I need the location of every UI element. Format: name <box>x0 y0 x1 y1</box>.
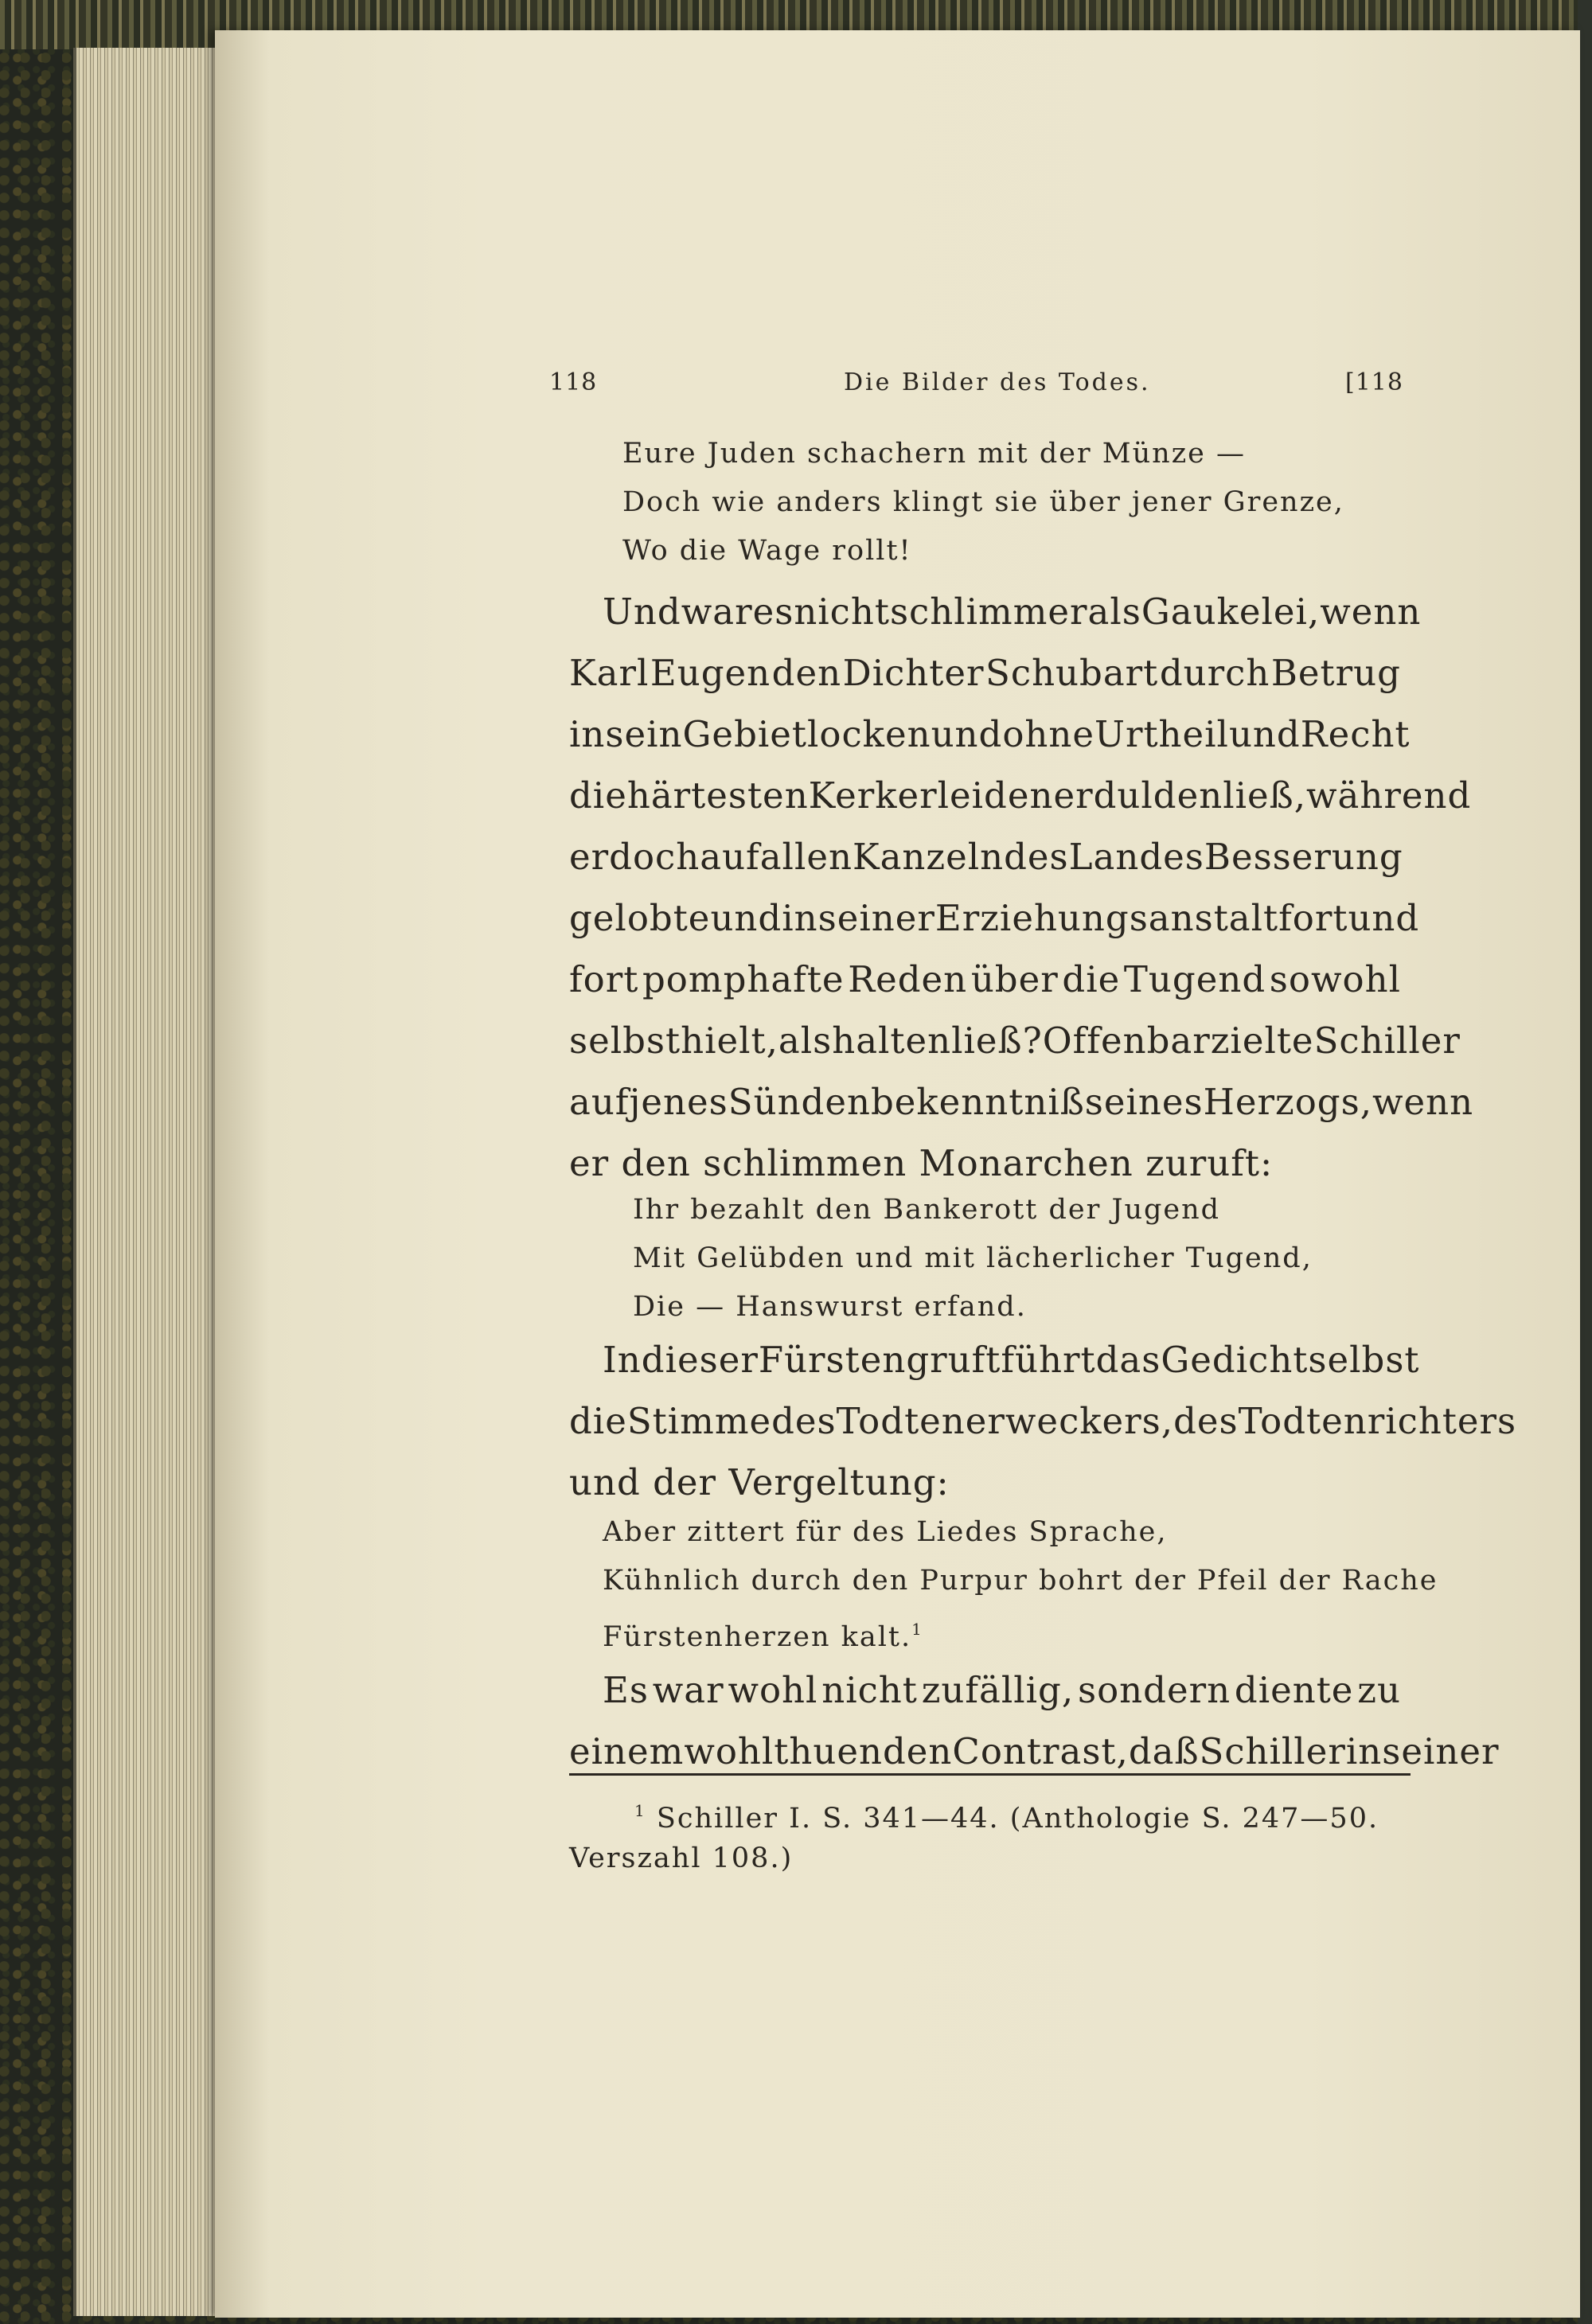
word: war <box>652 1669 724 1711</box>
verse-line: Eure Juden schachern mit der Münze — <box>622 438 1246 470</box>
footnote-line: Verszahl 108.) <box>569 1842 794 1874</box>
verse-block-1 <box>622 430 1344 575</box>
footnote-mark: 1 <box>634 1801 646 1820</box>
word: Urtheil <box>1094 713 1229 755</box>
word: des <box>1173 1400 1239 1442</box>
word: und <box>1348 897 1420 939</box>
paragraph-2 <box>569 1329 1517 1513</box>
word: ließ, <box>1223 774 1306 817</box>
word: das <box>1095 1339 1161 1381</box>
word: wenn <box>1320 591 1422 633</box>
verse-line <box>603 1605 1438 1654</box>
word: selbst <box>569 1020 681 1062</box>
word: seines <box>1084 1081 1204 1123</box>
word: nicht <box>794 591 890 633</box>
footnote <box>569 1787 1413 1882</box>
word: in <box>569 713 606 755</box>
word: während <box>1306 774 1472 817</box>
word: halten <box>832 1020 952 1062</box>
verse-line-text: Fürstenherzen kalt. <box>603 1621 912 1653</box>
word: Recht <box>1300 713 1411 755</box>
word: schlimmer <box>889 591 1088 633</box>
word: Todtenrichters <box>1238 1400 1517 1442</box>
word: Kerkerleiden <box>808 774 1054 817</box>
word: als <box>1087 591 1141 633</box>
word: Contrast, <box>952 1730 1129 1772</box>
footnote-rule <box>569 1773 1411 1776</box>
word: Und <box>603 591 681 633</box>
word: zufällig, <box>921 1669 1075 1711</box>
word: in <box>782 897 818 939</box>
word: war <box>681 591 753 633</box>
word: dieser <box>641 1339 759 1381</box>
word: des <box>1004 836 1069 878</box>
footnote-line <box>569 1787 1413 1835</box>
word: Schiller <box>1199 1730 1346 1772</box>
word: erdulden <box>1053 774 1223 817</box>
text-line <box>569 1071 1474 1133</box>
word: Eugen <box>650 652 771 694</box>
text-line <box>569 826 1401 887</box>
word: Reden <box>848 958 968 1000</box>
text-line <box>569 887 1420 949</box>
word: und <box>710 897 782 939</box>
text-line <box>569 1390 1517 1452</box>
word: den <box>771 652 842 694</box>
footnote-reference: 1 <box>911 1620 923 1639</box>
word: Erziehungsanstalt <box>935 897 1279 939</box>
word: jenes <box>629 1081 728 1123</box>
word: fort <box>1278 897 1348 939</box>
word: sondern <box>1077 1669 1231 1711</box>
word: hielt, <box>681 1020 778 1062</box>
word: locken <box>806 713 931 755</box>
page-edges <box>73 48 236 2316</box>
word: doch <box>609 836 700 878</box>
text-line <box>569 949 1401 1010</box>
word: es <box>752 591 794 633</box>
verse-block-3 <box>603 1508 1438 1654</box>
text-line <box>569 581 1422 642</box>
verse-line: Die — Hanswurst erfand. <box>633 1291 1027 1323</box>
word: allen <box>759 836 853 878</box>
verse-line: Wo die Wage rollt! <box>622 535 912 567</box>
word: diente <box>1234 1669 1354 1711</box>
text-line: er den schlimmen Monarchen zuruft: <box>569 1142 1274 1184</box>
text-line <box>569 1329 1420 1390</box>
word: Sündenbekenntniß <box>728 1081 1085 1123</box>
text-line <box>569 1010 1461 1071</box>
word: wohlthuenden <box>684 1730 953 1772</box>
word: Stimme <box>626 1400 772 1442</box>
word: wohl <box>728 1669 818 1711</box>
verse-block-2 <box>633 1186 1313 1332</box>
word: Landes <box>1068 836 1204 878</box>
word: härtesten <box>626 774 809 817</box>
word: als <box>778 1020 833 1062</box>
word: seiner <box>817 897 935 939</box>
text-line <box>569 704 1411 765</box>
word: sowohl <box>1269 958 1401 1000</box>
word: Todtenerweckers, <box>836 1400 1174 1442</box>
word: zu <box>1357 1669 1401 1711</box>
word: pomphafte <box>642 958 845 1000</box>
verse-line: Doch wie anders klingt sie über jener Grenze, <box>622 486 1344 518</box>
word: Dichter <box>842 652 985 694</box>
word: auf <box>569 1081 630 1123</box>
word: und <box>931 713 1003 755</box>
verse-line: Aber zittert für des Liedes Sprache, <box>603 1516 1168 1548</box>
word: Gebiet <box>682 713 807 755</box>
word: in <box>1345 1730 1383 1772</box>
verse-line: Mit Gelübden und mit lächerlicher Tugend, <box>633 1242 1313 1274</box>
word: Gaukelei, <box>1141 591 1321 633</box>
paragraph-3 <box>569 1659 1500 1782</box>
word: die <box>1062 958 1121 1000</box>
word: Es <box>603 1669 649 1711</box>
word: und <box>1228 713 1301 755</box>
word: Offenbar <box>1042 1020 1211 1062</box>
text-line: und der Vergeltung: <box>569 1461 950 1503</box>
verse-line: Kühnlich durch den Purpur bohrt der Pfeil der Rache <box>603 1565 1438 1597</box>
text-line <box>569 765 1472 826</box>
word: Schiller <box>1313 1020 1461 1062</box>
word: durch <box>1159 652 1270 694</box>
word: fort <box>569 958 639 1000</box>
page-number-right: [118 <box>1345 368 1403 396</box>
word: die <box>569 1400 627 1442</box>
word: auf <box>700 836 760 878</box>
word: Kanzeln <box>852 836 1005 878</box>
word: Betrug <box>1270 652 1401 694</box>
word: führt <box>1001 1339 1096 1381</box>
word: In <box>603 1339 642 1381</box>
word: einem <box>569 1730 685 1772</box>
word: gelobte <box>569 897 711 939</box>
verse-line: Ihr bezahlt den Bankerott der Jugend <box>633 1194 1221 1226</box>
running-title: Die Bilder des Todes. <box>844 368 1151 396</box>
word: Karl <box>569 652 650 694</box>
word: Besserung <box>1204 836 1403 878</box>
word: er <box>569 836 610 878</box>
paragraph-1 <box>569 581 1474 1194</box>
word: ohne <box>1002 713 1095 755</box>
word: Herzogs, <box>1203 1081 1373 1123</box>
word: sein <box>605 713 683 755</box>
word: Gedicht <box>1161 1339 1309 1381</box>
word: zielte <box>1210 1020 1314 1062</box>
page-number-left: 118 <box>549 368 598 396</box>
word: die <box>569 774 627 817</box>
word: nicht <box>821 1669 918 1711</box>
word: Tugend <box>1123 958 1266 1000</box>
word: Schubart <box>985 652 1159 694</box>
word: Fürstengruft <box>758 1339 1001 1381</box>
word: ließ? <box>951 1020 1043 1062</box>
word: über <box>970 958 1059 1000</box>
text-line <box>569 642 1401 704</box>
word: daß <box>1128 1730 1200 1772</box>
footnote-text: Schiller I. S. 341—44. (Anthologie S. 247—50. <box>656 1803 1379 1835</box>
word: wenn <box>1372 1081 1474 1123</box>
text-line <box>569 1659 1401 1721</box>
word: selbst <box>1308 1339 1420 1381</box>
word: des <box>771 1400 837 1442</box>
word: seiner <box>1382 1730 1500 1772</box>
